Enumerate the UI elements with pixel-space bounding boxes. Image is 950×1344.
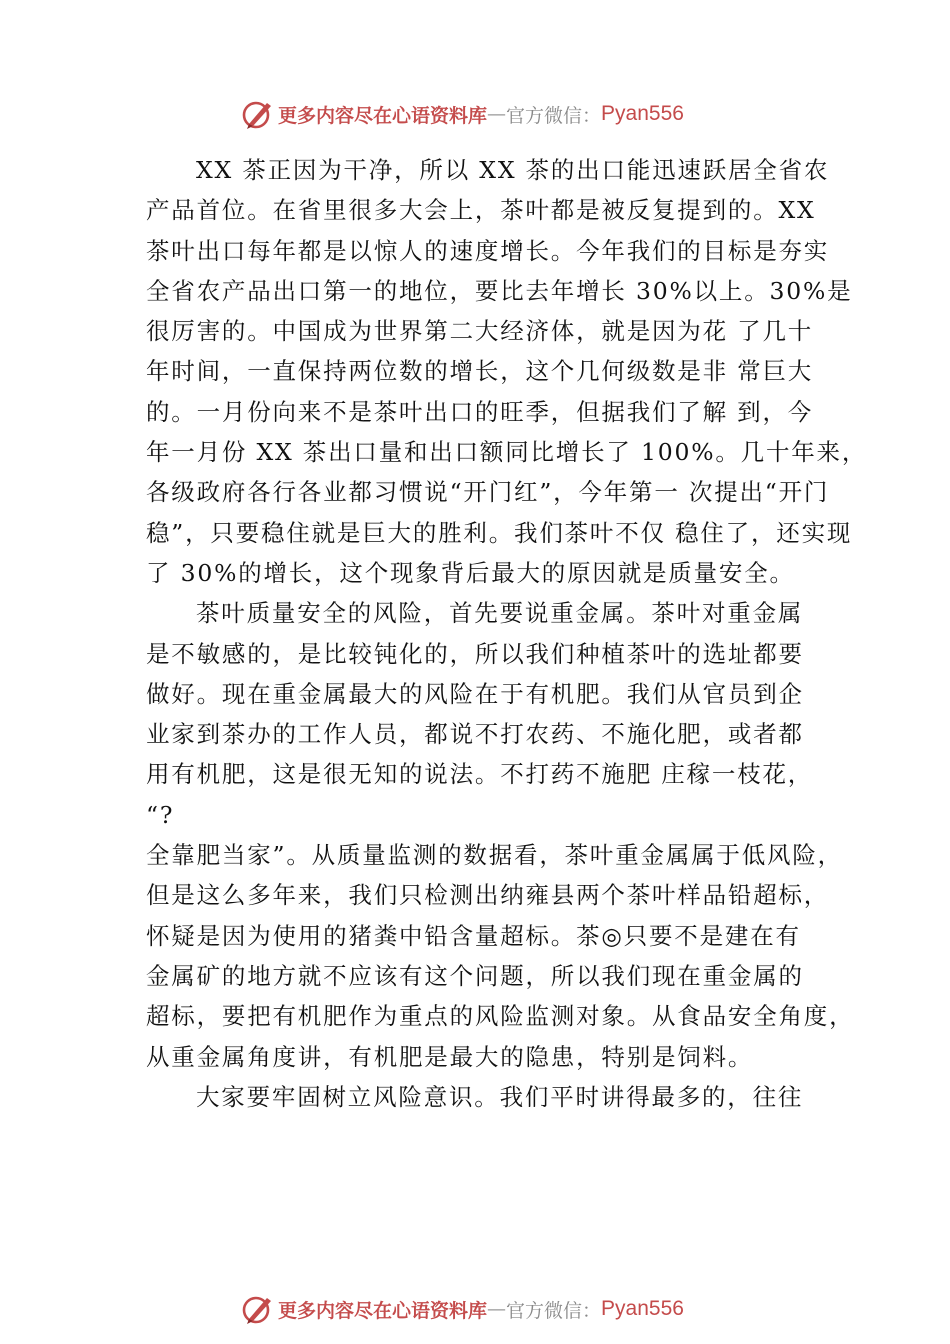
watermark-dash: —	[487, 103, 507, 125]
text-line: 全靠肥当家”。从质量监测的数据看，茶叶重金属属于低风险，	[146, 841, 843, 870]
watermark-official: 官方微信：	[506, 1299, 602, 1322]
header-watermark	[240, 96, 684, 132]
text-line: 产品首位。在省里很多大会上，茶叶都是被反复提到的。XX	[146, 196, 816, 225]
text-line: 了 30%的增长，这个现象背后最大的原因就是质量安全。	[146, 558, 795, 587]
text-line: 从重金属角度讲，有机肥是最大的隐患，特别是饲料。	[146, 1042, 754, 1071]
text-line: XX 茶正因为干净，所以 XX 茶的出口能迅速跃居全省农	[196, 156, 830, 184]
document-body	[146, 150, 868, 1117]
text-line: 大家要牢固树立风险意识。我们平时讲得最多的，往往	[196, 1082, 804, 1111]
text-line: 用有机肥，这是很无知的说法。不打药不施肥 庄稼一枝花，	[146, 760, 814, 789]
footer-watermark	[240, 1291, 684, 1327]
text-line: 茶叶质量安全的风险，首先要说重金属。茶叶对重金属	[196, 599, 804, 628]
text-line: 金属矿的地方就不应该有这个问题，所以我们现在重金属的	[146, 961, 804, 990]
watermark-official: 官方微信：	[506, 104, 602, 127]
text-line: 年时间，一直保持两位数的增长，这个几何级数是非 常巨大	[146, 357, 814, 386]
text-line: 但是这么多年来，我们只检测出纳雍县两个茶叶样品铅超标，	[146, 881, 830, 910]
text-line: 很厉害的。中国成为世界第二大经济体，就是因为花 了几十	[146, 317, 814, 346]
text-line: 怀疑是因为使用的猪粪中铅含量超标。茶◎只要不是建在有	[146, 921, 801, 950]
watermark-site: 更多内容尽在心语资料库	[278, 104, 488, 127]
text-line: 年一月份 XX 茶出口量和出口额同比增长了 100%。几十年来，	[146, 438, 868, 467]
text-line: 是不敏感的，是比较钝化的，所以我们种植茶叶的选址都要	[146, 639, 804, 668]
text-line: 做好。现在重金属最大的风险在于有机肥。我们从官员到企	[146, 679, 804, 708]
text-line: 各级政府各行各业都习惯说“开门红”，今年第一 次提出“开门	[146, 478, 830, 507]
text-line: 的。一月份向来不是茶叶出口的旺季，但据我们了解 到，今	[146, 397, 814, 426]
text-line: “?	[146, 800, 175, 829]
watermark-id: Pyan556	[601, 1297, 684, 1320]
text-line: 稳”，只要稳住就是巨大的胜利。我们茶叶不仅 稳住了，还实现	[146, 518, 853, 547]
watermark-dash: —	[487, 1298, 507, 1320]
watermark-site: 更多内容尽在心语资料库	[278, 1299, 488, 1322]
text-line: 茶叶出口每年都是以惊人的速度增长。今年我们的目标是夯实	[146, 236, 830, 265]
pen-logo-icon	[240, 1292, 274, 1326]
watermark-id: Pyan556	[601, 102, 684, 125]
pen-logo-icon	[240, 97, 274, 131]
text-line: 业家到茶办的工作人员，都说不打农药、不施化肥，或者都	[146, 720, 804, 749]
text-line: 全省农产品出口第一的地位，要比去年增长 30%以上。30%是	[146, 276, 853, 305]
text-line: 超标，要把有机肥作为重点的风险监测对象。从食品安全角度，	[146, 1002, 855, 1031]
